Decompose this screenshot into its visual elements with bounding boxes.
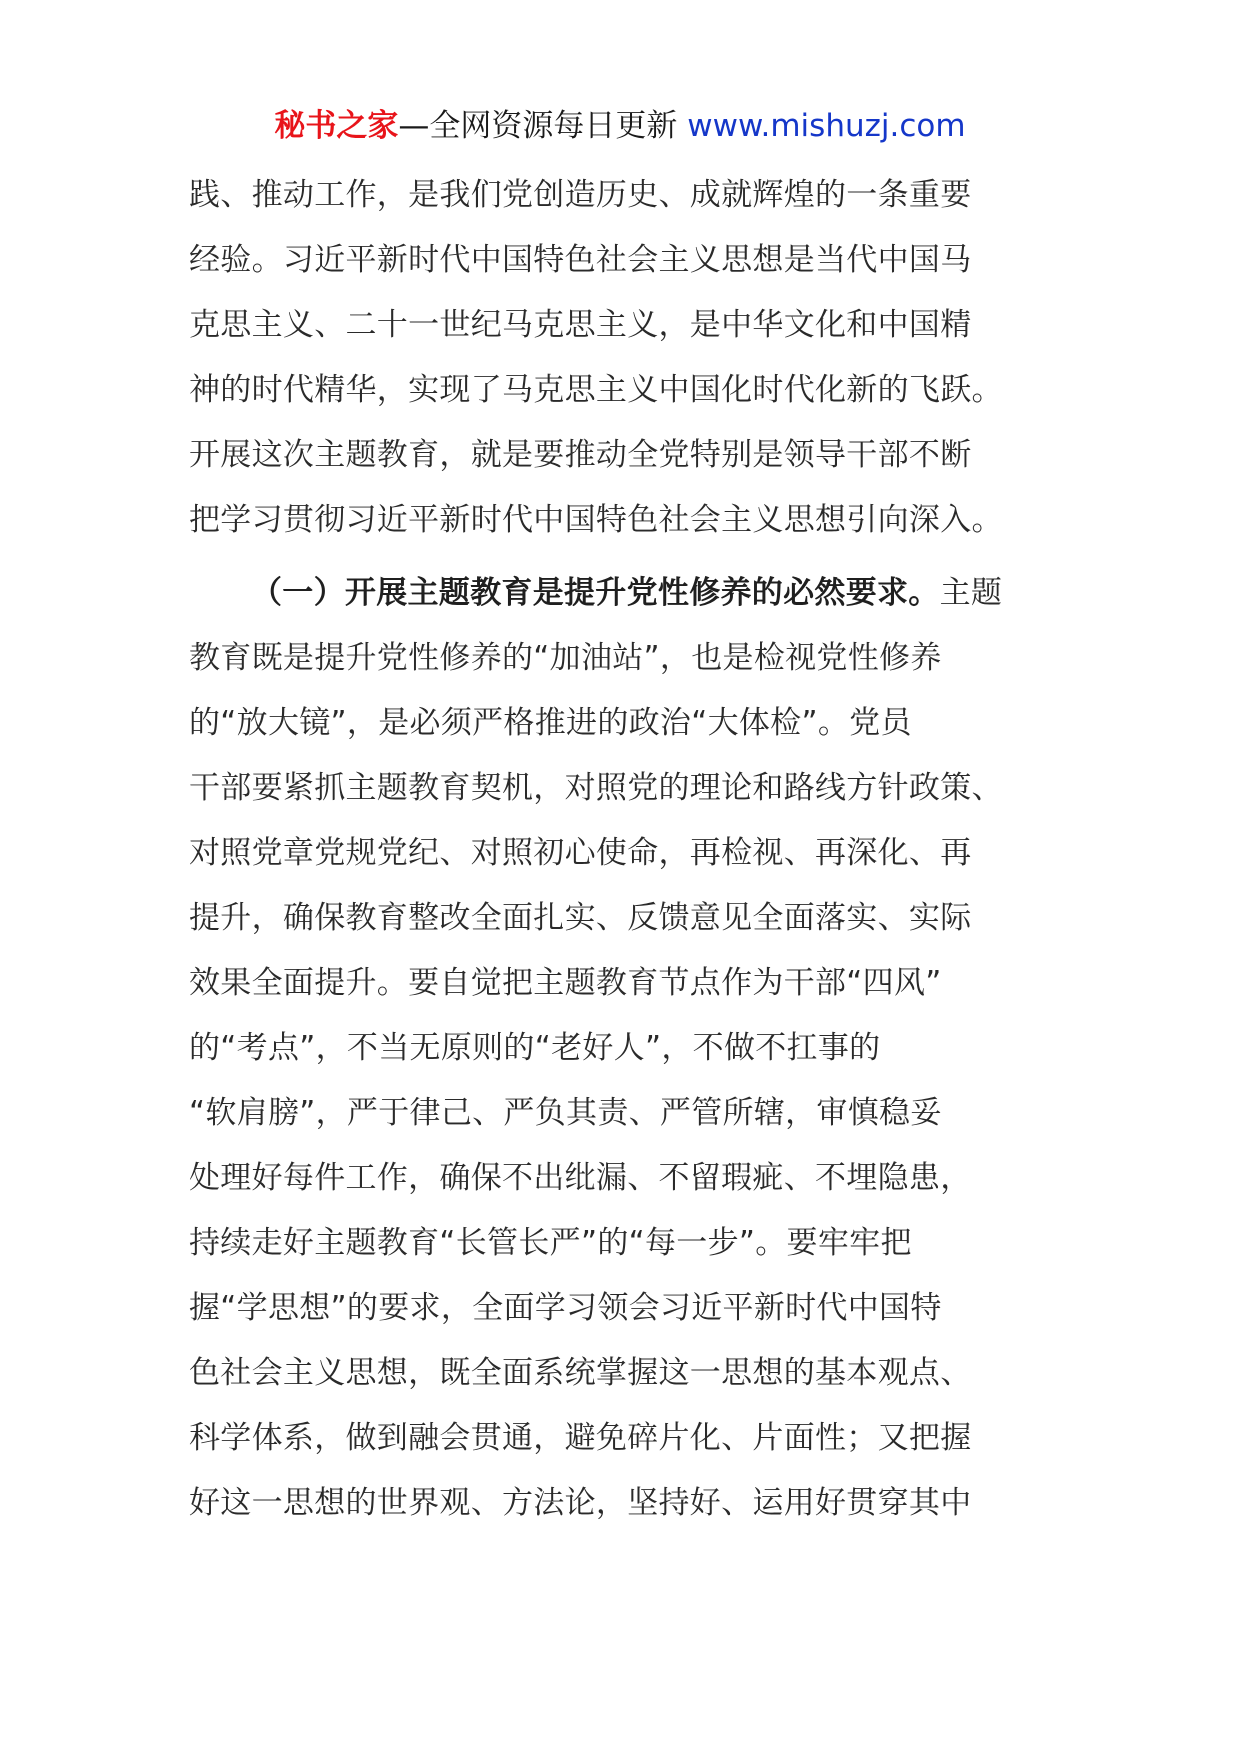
text-line: 践、推动工作，是我们党创造历史、成就辉煌的一条重要: [189, 177, 972, 213]
text-line: 干部要紧抓主题教育契机，对照党的理论和路线方针政策、: [189, 770, 1003, 806]
text-line: 持续走好主题教育“长管长严”的“每一步”。要牢牢把: [189, 1225, 912, 1261]
section-heading-line: [189, 561, 1049, 626]
text-line: 对照党章党规党纪、对照初心使命，再检视、再深化、再: [189, 835, 972, 871]
text-line: 效果全面提升。要自觉把主题教育节点作为干部“四风”: [189, 965, 942, 1001]
text-line: 好这一思想的世界观、方法论，坚持好、运用好贯穿其中: [189, 1485, 972, 1521]
heading-line-rest: 主题: [939, 575, 1003, 611]
brand-name: 秘书之家: [274, 108, 399, 144]
text-line: 克思主义、二十一世纪马克思主义，是中华文化和中国精: [189, 307, 972, 343]
section-1: [189, 561, 1049, 1536]
site-header: [0, 98, 1240, 154]
text-line: 科学体系，做到融会贯通，避免碎片化、片面性；又把握: [189, 1420, 972, 1456]
section-heading: （一）开展主题教育是提升党性修养的必然要求。: [251, 575, 940, 611]
text-line: 把学习贯彻习近平新时代中国特色社会主义思想引向深入。: [189, 502, 1003, 538]
text-line: 的“考点”，不当无原则的“老好人”，不做不扛事的: [189, 1030, 881, 1066]
paragraph-1: [189, 163, 1049, 553]
text-line: 教育既是提升党性修养的“加油站”，也是检视党性修养: [189, 640, 942, 676]
text-line: 经验。习近平新时代中国特色社会主义思想是当代中国马: [189, 242, 972, 278]
text-line: 提升，确保教育整改全面扎实、反馈意见全面落实、实际: [189, 900, 972, 936]
text-line: 开展这次主题教育，就是要推动全党特别是领导干部不断: [189, 437, 972, 473]
text-line: “软肩膀”，严于律己、严负其责、严管所辖，审慎稳妥: [189, 1095, 942, 1131]
site-url-link[interactable]: www.mishuzj.com: [687, 108, 966, 144]
text-line: 神的时代精华，实现了马克思主义中国化时代化新的飞跃。: [189, 372, 1003, 408]
text-line: 的“放大镜”，是必须严格推进的政治“大体检”。党员: [189, 705, 912, 741]
header-tagline: —全网资源每日更新: [398, 108, 678, 144]
text-line: 握“学思想”的要求，全面学习领会习近平新时代中国特: [189, 1290, 942, 1326]
text-line: 处理好每件工作，确保不出纰漏、不留瑕疵、不埋隐患，: [189, 1160, 972, 1196]
document-body: [189, 163, 1049, 1536]
text-line: 色社会主义思想，既全面系统掌握这一思想的基本观点、: [189, 1355, 972, 1391]
